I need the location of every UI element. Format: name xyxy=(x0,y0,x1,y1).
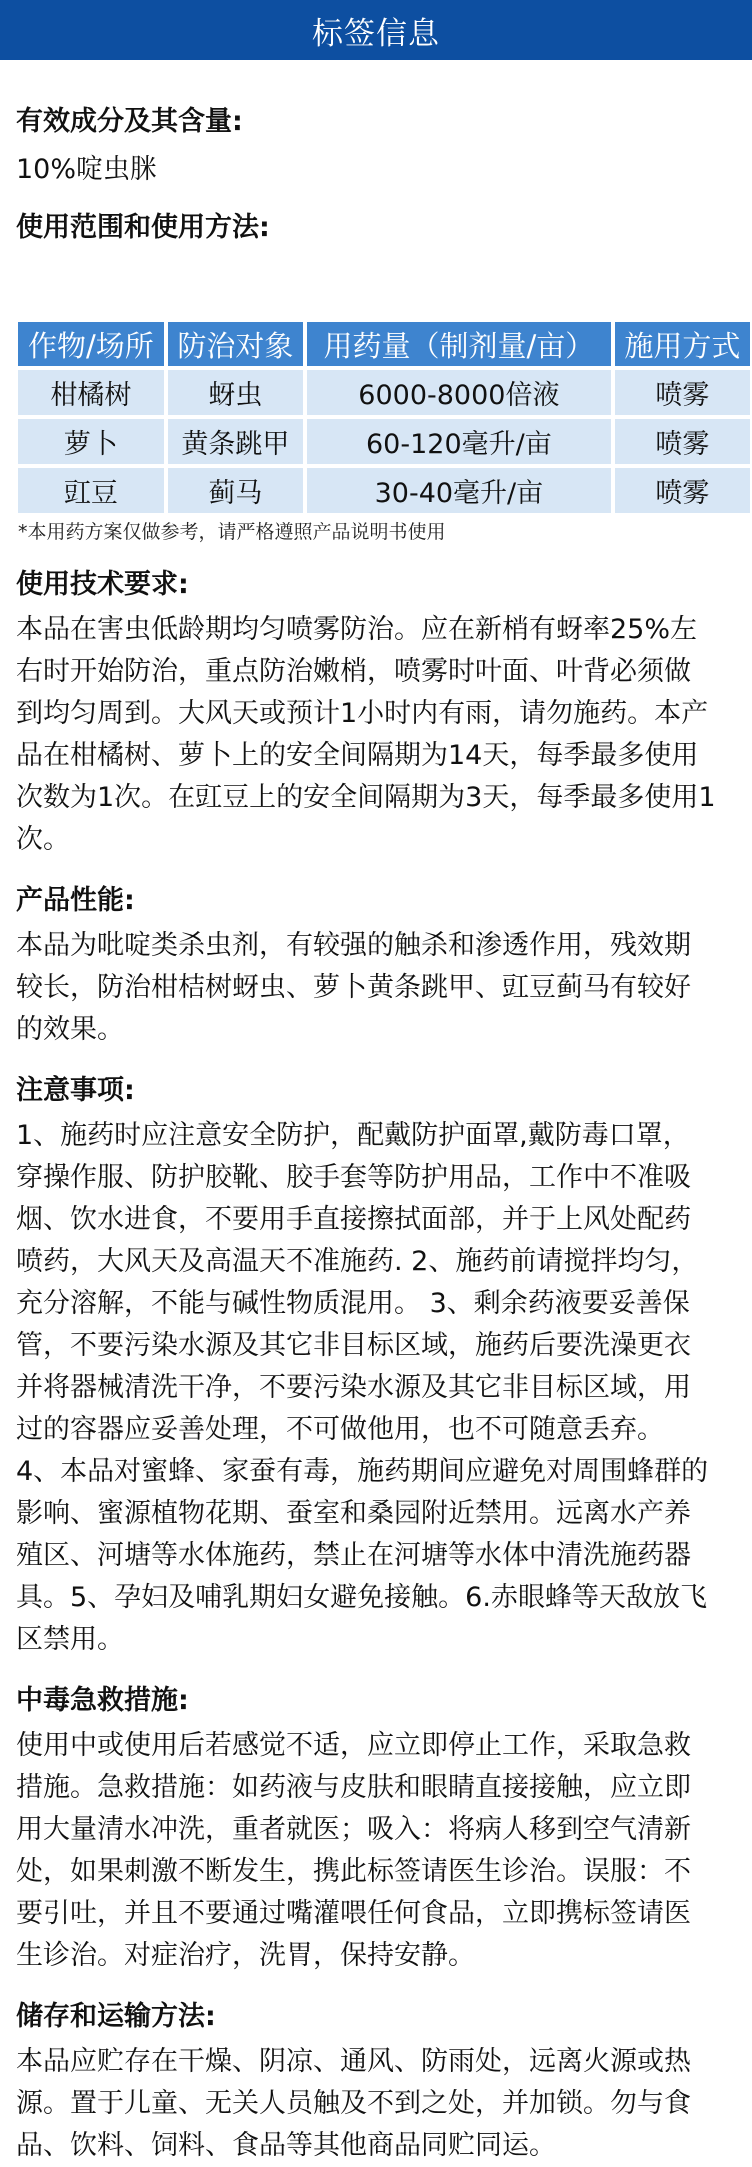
text-line: 品在柑橘树、萝卜上的安全间隔期为14天，每季最多使用 xyxy=(16,740,699,771)
page-title: 标签信息 xyxy=(312,15,440,52)
header-bar xyxy=(0,0,752,60)
text-line: 较长，防治柑桔树蚜虫、萝卜黄条跳甲、豇豆蓟马有较好 xyxy=(16,972,691,1003)
storage-body xyxy=(16,2041,734,2167)
table-cell: 蓟马 xyxy=(168,468,303,513)
notice-body xyxy=(16,1115,734,1661)
table-footnote: *本用药方案仅做参考，请严格遵照产品说明书使用 xyxy=(18,521,446,543)
table-cell: 萝卜 xyxy=(18,419,164,464)
dose-table-header-row xyxy=(18,322,750,366)
text-line: 烟、饮水进食，不要用手直接擦拭面部，并于上风处配药 xyxy=(16,1204,691,1235)
first-aid-title: 中毒急救措施: xyxy=(16,1685,189,1716)
active-ingredient-value: 10%啶虫脒 xyxy=(16,154,158,185)
table-cell: 喷雾 xyxy=(615,468,750,513)
table-row xyxy=(18,419,750,464)
performance-section xyxy=(16,883,734,1051)
text-line: 次。 xyxy=(16,824,70,855)
column-header-dosage: 用药量（制剂量/亩） xyxy=(307,322,611,366)
text-line: 1、施药时应注意安全防护，配戴防护面罩,戴防毒口罩， xyxy=(16,1120,690,1151)
column-header-target: 防治对象 xyxy=(168,322,303,366)
technical-body xyxy=(16,609,734,861)
label-content xyxy=(0,104,752,2167)
storage-title: 储存和运输方法: xyxy=(16,2001,216,2032)
table-cell: 6000-8000倍液 xyxy=(307,370,611,415)
table-cell: 60-120毫升/亩 xyxy=(307,419,611,464)
column-header-method: 施用方式 xyxy=(615,322,750,366)
text-line: 本品为吡啶类杀虫剂，有较强的触杀和渗透作用，残效期 xyxy=(16,930,691,961)
text-line: 本品应贮存在干燥、阴凉、通风、防雨处，远离火源或热 xyxy=(16,2046,691,2077)
table-cell: 喷雾 xyxy=(615,370,750,415)
text-line: 殖区、河塘等水体施药，禁止在河塘等水体中清洗施药器 xyxy=(16,1540,691,1571)
text-line: 用大量清水冲洗，重者就医；吸入：将病人移到空气清新 xyxy=(16,1814,691,1845)
text-line: 的效果。 xyxy=(16,1014,124,1045)
performance-body xyxy=(16,925,734,1051)
text-line: 到均匀周到。大风天或预计1小时内有雨，请勿施药。本产 xyxy=(16,698,709,729)
text-line: 右时开始防治，重点防治嫩梢，喷雾时叶面、叶背必须做 xyxy=(16,656,691,687)
text-line: 喷药，大风天及高温天不准施药. 2、施药前请搅拌均匀， xyxy=(16,1246,699,1277)
text-line: 措施。急救措施：如药液与皮肤和眼睛直接接触，应立即 xyxy=(16,1772,691,1803)
table-cell: 30-40毫升/亩 xyxy=(307,468,611,513)
text-line: 影响、蜜源植物花期、蚕室和桑园附近禁用。远离水产养 xyxy=(16,1498,691,1529)
text-line: 使用中或使用后若感觉不适，应立即停止工作，采取急救 xyxy=(16,1730,691,1761)
active-ingredient-title: 有效成分及其含量: xyxy=(16,106,243,137)
text-line: 充分溶解，不能与碱性物质混用。 3、剩余药液要妥善保 xyxy=(16,1288,690,1319)
notice-title: 注意事项: xyxy=(16,1075,135,1106)
storage-section xyxy=(16,1999,734,2167)
dose-table xyxy=(14,318,752,517)
first-aid-body xyxy=(16,1725,734,1977)
active-ingredient-section xyxy=(16,104,734,188)
usage-section xyxy=(16,210,734,246)
column-header-crop: 作物/场所 xyxy=(18,322,164,366)
text-line: 4、本品对蜜蜂、家蚕有毒，施药期间应避免对周围蜂群的 xyxy=(16,1456,709,1487)
table-cell: 喷雾 xyxy=(615,419,750,464)
text-line: 区禁用。 xyxy=(16,1624,124,1655)
table-cell: 柑橘树 xyxy=(18,370,164,415)
text-line: 过的容器应妥善处理，不可做他用，也不可随意丢弃。 xyxy=(16,1414,664,1445)
text-line: 要引吐，并且不要通过嘴灌喂任何食品，立即携标签请医 xyxy=(16,1898,691,1929)
text-line: 生诊治。对症治疗，洗胃，保持安静。 xyxy=(16,1940,475,1971)
text-line: 源。置于儿童、无关人员触及不到之处，并加锁。勿与食 xyxy=(16,2088,691,2119)
text-line: 处，如果刺激不断发生，携此标签请医生诊治。误服：不 xyxy=(16,1856,691,1887)
table-cell: 蚜虫 xyxy=(168,370,303,415)
dose-table-wrap xyxy=(16,318,741,545)
table-cell: 豇豆 xyxy=(18,468,164,513)
technical-title: 使用技术要求: xyxy=(16,569,189,600)
technical-section xyxy=(16,567,734,861)
text-line: 具。5、孕妇及哺乳期妇女避免接触。6.赤眼蜂等天敌放飞 xyxy=(16,1582,707,1613)
performance-title: 产品性能: xyxy=(16,885,135,916)
text-line: 品、饮料、饲料、食品等其他商品同贮同运。 xyxy=(16,2130,556,2161)
text-line: 管，不要污染水源及其它非目标区域，施药后要洗澡更衣 xyxy=(16,1330,691,1361)
table-cell: 黄条跳甲 xyxy=(168,419,303,464)
text-line: 次数为1次。在豇豆上的安全间隔期为3天，每季最多使用1 xyxy=(16,782,716,813)
usage-title: 使用范围和使用方法: xyxy=(16,212,270,243)
first-aid-section xyxy=(16,1683,734,1977)
table-row xyxy=(18,370,750,415)
text-line: 本品在害虫低龄期均匀喷雾防治。应在新梢有蚜率25%左 xyxy=(16,614,698,645)
text-line: 并将器械清洗干净，不要污染水源及其它非目标区域，用 xyxy=(16,1372,691,1403)
table-row xyxy=(18,468,750,513)
notice-section xyxy=(16,1073,734,1661)
text-line: 穿操作服、防护胶靴、胶手套等防护用品，工作中不准吸 xyxy=(16,1162,691,1193)
